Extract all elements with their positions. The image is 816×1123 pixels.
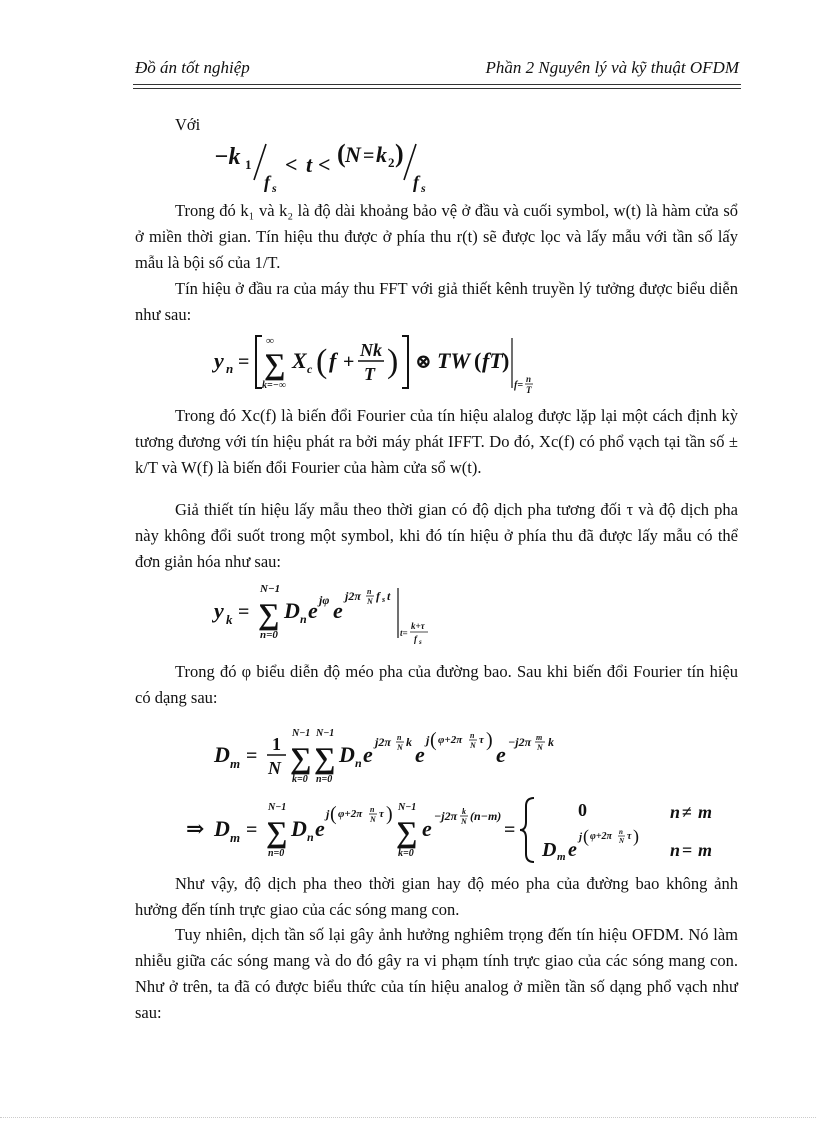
svg-text:j2π: j2π	[345, 589, 361, 603]
svg-text:n: n	[670, 802, 681, 822]
svg-text:(: (	[583, 826, 589, 846]
paragraph-frequency-offset: Tuy nhiên, dịch tần số lại gây ảnh hưởng nghiêm trọng đến tín hiệu OFDM. Nó làm nhiễu giữa các sóng mang và do đó gây ra vi phạm tính trực giao của các sóng mang con. Như ở trên, ta đã có được biểu thức của tín hiệu analog ở miền tần số dạng phổ vạch như sau:	[135, 925, 738, 1022]
svg-text:N: N	[470, 741, 476, 750]
svg-text:y: y	[214, 598, 224, 623]
equation-time-range	[210, 138, 430, 194]
svg-text:1: 1	[272, 734, 281, 754]
svg-text:(: (	[474, 348, 482, 373]
svg-text:n: n	[355, 756, 362, 770]
svg-text:fT: fT	[482, 348, 503, 373]
svg-text:k=0: k=0	[292, 774, 308, 785]
svg-text:(: (	[337, 139, 346, 168]
svg-text:=: =	[246, 745, 258, 767]
svg-text:=: =	[238, 351, 250, 373]
svg-text:n=0: n=0	[260, 629, 278, 641]
svg-text:D: D	[291, 816, 307, 841]
svg-text:j: j	[579, 831, 583, 843]
svg-text:t: t	[306, 152, 313, 177]
svg-text:): )	[387, 343, 399, 380]
svg-text:N: N	[345, 142, 361, 167]
svg-text:f: f	[264, 172, 270, 192]
svg-text:N: N	[367, 597, 373, 606]
svg-text:k+τ: k+τ	[411, 621, 425, 631]
svg-text:f: f	[329, 348, 337, 373]
svg-text:∑: ∑	[258, 598, 280, 631]
paragraph-guard-interval: Trong đó k₁ và k₂ là độ dài khoảng bảo vệ ở đầu và cuối symbol, w(t) là hàm cửa sổ ở miền thời gian. Tín hiệu thu được ở phía thu r(t) sẽ được lọc và lấy mẫu với tần số lấy mẫu là bội số của 1/T.	[135, 201, 738, 272]
svg-text:): )	[633, 826, 639, 846]
svg-text:e: e	[333, 598, 343, 623]
svg-text:T: T	[364, 364, 375, 384]
svg-text:j2π: j2π	[375, 735, 391, 749]
svg-text:s: s	[272, 181, 277, 194]
svg-text:D: D	[284, 598, 300, 623]
svg-text:jφ: jφ	[319, 593, 330, 607]
header-right: Phần 2 Nguyên lý và kỹ thuật OFDM	[485, 58, 739, 77]
equation-fft-output	[212, 330, 572, 396]
svg-text:e: e	[568, 839, 577, 861]
svg-text:n: n	[367, 587, 372, 596]
svg-text:2: 2	[388, 155, 395, 170]
svg-text:k: k	[226, 612, 233, 627]
svg-text:N−1: N−1	[292, 728, 311, 739]
svg-text:∑: ∑	[266, 816, 288, 849]
svg-text:∑: ∑	[396, 816, 418, 849]
svg-text:N: N	[397, 743, 403, 752]
svg-text:k: k	[548, 735, 554, 749]
svg-text:τ: τ	[627, 831, 632, 842]
svg-text:): )	[502, 348, 510, 373]
page-header	[135, 58, 741, 80]
svg-text:TW: TW	[437, 348, 470, 373]
svg-text:f: f	[413, 172, 419, 192]
svg-text:∑: ∑	[290, 742, 312, 775]
svg-text:φ+2π: φ+2π	[438, 734, 463, 746]
svg-text:m: m	[557, 851, 566, 863]
svg-text:t=: t=	[400, 628, 408, 638]
svg-text:=: =	[504, 819, 516, 841]
svg-text:n: n	[619, 828, 623, 836]
svg-text:e: e	[422, 816, 432, 841]
svg-text:n: n	[470, 731, 475, 740]
svg-text:f=: f=	[514, 380, 524, 391]
svg-text:n: n	[226, 361, 234, 376]
svg-text:(: (	[430, 729, 437, 751]
svg-text:0: 0	[578, 800, 587, 820]
svg-text:y: y	[214, 348, 224, 373]
svg-text:N−1: N−1	[398, 802, 417, 813]
svg-text:k=−∞: k=−∞	[262, 380, 286, 391]
svg-text:=: =	[363, 145, 375, 167]
svg-text:X: X	[292, 348, 307, 373]
svg-text:n: n	[370, 805, 375, 814]
svg-text:n: n	[526, 374, 532, 384]
svg-text:m: m	[698, 802, 713, 822]
svg-text:≠: ≠	[682, 802, 692, 822]
paragraph-intro: Với	[175, 115, 201, 134]
svg-text:k=0: k=0	[398, 848, 414, 859]
svg-text:s: s	[419, 638, 422, 646]
svg-text:N: N	[268, 758, 281, 778]
svg-text:D: D	[542, 839, 557, 861]
svg-text:f: f	[414, 634, 417, 644]
svg-text:f: f	[376, 589, 380, 603]
svg-text:+: +	[343, 351, 355, 373]
svg-text:N−1: N−1	[316, 728, 335, 739]
svg-text:=: =	[246, 819, 258, 841]
svg-text:n=0: n=0	[268, 848, 285, 859]
svg-text:): )	[486, 729, 493, 751]
svg-text:∑: ∑	[314, 742, 336, 775]
svg-text:e: e	[415, 742, 425, 767]
svg-text:(n−m): (n−m)	[470, 809, 502, 823]
svg-text:Nk: Nk	[360, 340, 382, 360]
svg-text:s: s	[382, 595, 386, 604]
equation-dm-fourier	[212, 722, 592, 790]
svg-text:(: (	[330, 803, 337, 825]
svg-text:k: k	[376, 142, 387, 167]
svg-text:−j2π: −j2π	[508, 735, 532, 749]
svg-text:φ+2π: φ+2π	[590, 831, 613, 842]
svg-text:N: N	[537, 743, 543, 752]
svg-text:m: m	[698, 840, 713, 860]
svg-text:T: T	[526, 385, 532, 395]
svg-text:(: (	[316, 343, 328, 380]
svg-text:D: D	[214, 742, 230, 767]
svg-text:N: N	[370, 815, 376, 824]
svg-text:N: N	[461, 817, 467, 826]
svg-text:e: e	[363, 742, 373, 767]
page-bottom-border	[0, 1117, 816, 1118]
svg-text:−j2π: −j2π	[434, 809, 458, 823]
svg-text:e: e	[308, 598, 318, 623]
svg-text:<: <	[318, 152, 331, 177]
svg-text:j: j	[326, 807, 330, 821]
svg-text:n: n	[670, 840, 681, 860]
svg-text:): )	[395, 139, 404, 168]
svg-text:⊗: ⊗	[415, 351, 432, 373]
paragraph-envelope: Trong đó φ biểu diễn độ méo pha của đường bao. Sau khi biến đổi Fourier tín hiệu có dạng sau:	[135, 662, 738, 707]
svg-text:⇒: ⇒	[186, 816, 205, 841]
svg-text:m: m	[536, 733, 543, 742]
header-rule-double	[133, 88, 741, 89]
svg-text:=: =	[682, 840, 693, 860]
svg-text:): )	[386, 803, 393, 825]
svg-text:N: N	[619, 837, 625, 845]
svg-text:k: k	[462, 807, 466, 816]
header-rule	[133, 84, 741, 85]
svg-text:D: D	[339, 742, 355, 767]
svg-text:t: t	[387, 589, 391, 603]
svg-text:e: e	[496, 742, 506, 767]
svg-text:N−1: N−1	[268, 802, 287, 813]
header-left: Đồ án tốt nghiệp	[135, 58, 250, 77]
paragraph-phase-shift: Giả thiết tín hiệu lấy mẫu theo thời gian có độ dịch pha tương đối τ và độ dịch pha này không đổi suốt trong một symbol, khi đó tín hiệu ở phía thu đã được lấy mẫu có thể đơn giản hóa như sau:	[135, 500, 738, 571]
svg-text:1: 1	[245, 157, 252, 172]
equation-sampled-signal	[212, 580, 452, 648]
svg-text:<: <	[285, 152, 298, 177]
svg-text:−k: −k	[214, 144, 241, 170]
svg-text:D: D	[214, 816, 230, 841]
svg-text:∑: ∑	[264, 348, 286, 381]
svg-text:n=0: n=0	[316, 774, 333, 785]
paragraph-fourier-xc: Trong đó Xc(f) là biến đổi Fourier của tín hiệu alalog được lặp lại một cách định kỳ tương đương với tín hiệu phát ra bởi máy phát IFFT. Do đó, Xc(f) có phổ vạch tại tần số ± k/T và W(f) là biến đổi Fourier của hàm cửa sổ w(t).	[135, 406, 738, 477]
paragraph-fft-output: Tín hiệu ở đầu ra của máy thu FFT với giả thiết kênh truyền lý tưởng được biểu diễn như sau:	[135, 279, 738, 324]
svg-text:j: j	[426, 733, 430, 747]
svg-text:c: c	[307, 362, 313, 376]
svg-text:=: =	[238, 601, 250, 623]
svg-text:φ+2π: φ+2π	[338, 808, 363, 820]
svg-text:m: m	[230, 756, 241, 771]
svg-text:k: k	[406, 735, 412, 749]
paragraph-orthogonality: Như vậy, độ dịch pha theo thời gian hay độ méo pha của đường bao không ảnh hưởng đến tính trực giao của các sóng mang con.	[135, 874, 738, 919]
svg-text:τ: τ	[479, 734, 484, 746]
svg-text:n: n	[300, 612, 307, 626]
svg-text:n: n	[307, 830, 314, 844]
svg-text:e: e	[315, 816, 325, 841]
svg-text:s: s	[421, 181, 426, 194]
svg-text:n: n	[397, 733, 402, 742]
svg-text:∞: ∞	[266, 335, 274, 347]
svg-text:m: m	[230, 830, 241, 845]
equation-dm-result	[184, 792, 740, 866]
svg-text:τ: τ	[379, 808, 384, 820]
svg-text:N−1: N−1	[260, 583, 281, 595]
